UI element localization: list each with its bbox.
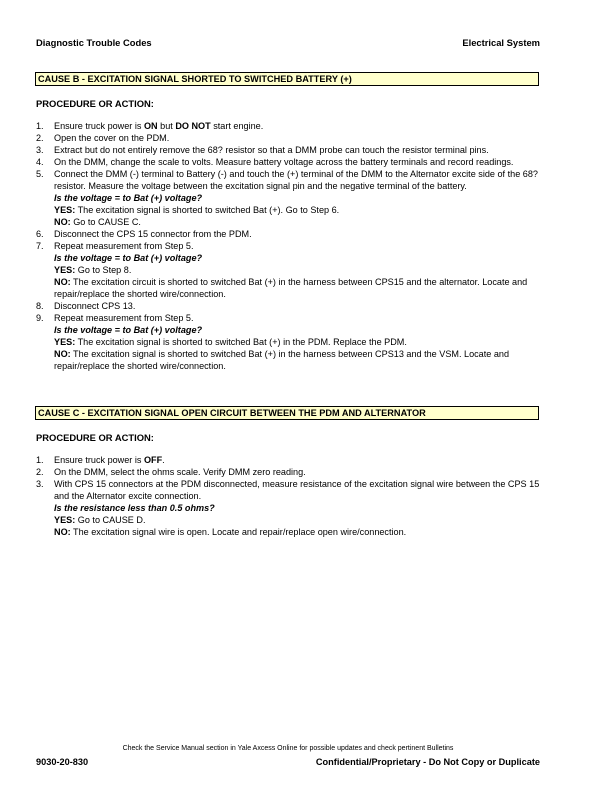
step-number: 7.	[36, 241, 44, 251]
no-label: NO:	[54, 527, 71, 537]
cause-b-step-8	[36, 300, 546, 312]
footer-confidential-notice: Confidential/Proprietary - Do Not Copy or Duplicate	[315, 757, 540, 767]
step-yes-result	[54, 264, 546, 276]
step-yes-result	[54, 204, 546, 216]
cause-c-title: CAUSE C - EXCITATION SIGNAL OPEN CIRCUIT BETWEEN THE PDM AND ALTERNATOR	[35, 406, 539, 420]
step-number: 8.	[36, 301, 44, 311]
no-text: The excitation circuit is shorted to switched Bat (+) in the harness between CPS15 and the alternator. Locate and repair/replace the shorted wire/connection.	[54, 277, 528, 299]
cause-c-procedure-heading: PROCEDURE OR ACTION:	[36, 432, 154, 443]
step-no-result	[54, 276, 546, 300]
step-text: On the DMM, change the scale to volts. Measure battery voltage across the battery terminals and record readings.	[54, 157, 514, 167]
cause-b-step-2	[36, 132, 546, 144]
header-system-title: Electrical System	[462, 37, 540, 48]
cause-c-step-3	[36, 478, 546, 538]
step-text: .	[162, 455, 165, 465]
step-no-result	[54, 216, 546, 228]
step-text: Ensure truck power is	[54, 121, 144, 131]
yes-text: The excitation signal is shorted to switched Bat (+) in the PDM. Replace the PDM.	[75, 337, 407, 347]
no-label: NO:	[54, 217, 71, 227]
step-text: On the DMM, select the ohms scale. Verify DMM zero reading.	[54, 467, 306, 477]
step-text: Extract but do not entirely remove the 68? resistor so that a DMM probe can touch the resistor terminal pins.	[54, 145, 489, 155]
step-yes-result	[54, 514, 546, 526]
yes-text: Go to CAUSE D.	[75, 515, 146, 525]
yes-text: Go to Step 8.	[75, 265, 132, 275]
cause-c-step-2	[36, 466, 546, 478]
step-text: Repeat measurement from Step 5.	[54, 241, 194, 251]
step-number: 1.	[36, 121, 44, 131]
footer-bulletin-note: Check the Service Manual section in Yale Axcess Online for possible updates and check pertinent Bulletins	[122, 745, 454, 752]
step-text: Open the cover on the PDM.	[54, 133, 170, 143]
cause-b-procedure-heading: PROCEDURE OR ACTION:	[36, 98, 154, 109]
no-text: The excitation signal wire is open. Locate and repair/replace open wire/connection.	[70, 527, 407, 537]
step-number: 6.	[36, 229, 44, 239]
yes-text: The excitation signal is shorted to switched Bat (+). Go to Step 6.	[75, 205, 340, 215]
step-number: 4.	[36, 157, 44, 167]
no-text: Go to CAUSE C.	[70, 217, 141, 227]
no-label: NO:	[54, 277, 71, 287]
cause-b-steps	[36, 120, 546, 372]
cause-c-step-1	[36, 454, 546, 466]
yes-label: YES:	[54, 515, 76, 525]
step-text: Connect the DMM (-) terminal to Battery (-) and touch the (+) terminal of the DMM to the Alternator excite side of the 68? resistor. Measure the voltage between the excitation signal pin and the negative terminal of the battery.	[54, 169, 538, 191]
no-label: NO:	[54, 349, 71, 359]
step-number: 1.	[36, 455, 44, 465]
cause-b-step-7	[36, 240, 546, 300]
step-question: Is the voltage = to Bat (+) voltage?	[54, 253, 203, 263]
cause-b-step-1	[36, 120, 546, 132]
cause-b-step-3	[36, 144, 546, 156]
step-no-result	[54, 526, 546, 538]
step-number: 3.	[36, 145, 44, 155]
step-question: Is the voltage = to Bat (+) voltage?	[54, 325, 203, 335]
step-emphasis: OFF	[143, 455, 163, 465]
step-text: Disconnect CPS 13.	[54, 301, 136, 311]
cause-b-step-9	[36, 312, 546, 372]
step-text: Disconnect the CPS 15 connector from the PDM.	[54, 229, 252, 239]
yes-label: YES:	[54, 337, 76, 347]
cause-b-title: CAUSE B - EXCITATION SIGNAL SHORTED TO SWITCHED BATTERY (+)	[35, 72, 539, 86]
cause-b-step-6	[36, 228, 546, 240]
yes-label: YES:	[54, 265, 76, 275]
step-number: 2.	[36, 467, 44, 477]
step-question: Is the voltage = to Bat (+) voltage?	[54, 193, 203, 203]
step-text: start engine.	[210, 121, 264, 131]
step-emphasis: DO NOT	[175, 121, 211, 131]
step-text: but	[157, 121, 176, 131]
yes-label: YES:	[54, 205, 76, 215]
step-yes-result	[54, 336, 546, 348]
step-number: 5.	[36, 169, 44, 179]
step-number: 2.	[36, 133, 44, 143]
footer-document-number: 9030-20-830	[36, 757, 89, 767]
step-emphasis: ON	[143, 121, 158, 131]
step-text: With CPS 15 connectors at the PDM disconnected, measure resistance of the excitation signal wire between the CPS 15 and the Alternator excite connection.	[54, 479, 540, 501]
cause-b-step-5	[36, 168, 546, 228]
step-number: 3.	[36, 479, 44, 489]
step-number: 9.	[36, 313, 44, 323]
cause-b-step-4	[36, 156, 546, 168]
step-text: Ensure truck power is	[54, 455, 144, 465]
cause-c-steps	[36, 454, 546, 538]
no-text: The excitation signal is shorted to switched Bat (+) in the harness between CPS13 and the VSM. Locate and repair/replace the shorted wire/connection.	[54, 349, 510, 371]
header-section-title: Diagnostic Trouble Codes	[36, 37, 152, 48]
step-question: Is the resistance less than 0.5 ohms?	[54, 503, 215, 513]
step-no-result	[54, 348, 546, 372]
step-text: Repeat measurement from Step 5.	[54, 313, 194, 323]
